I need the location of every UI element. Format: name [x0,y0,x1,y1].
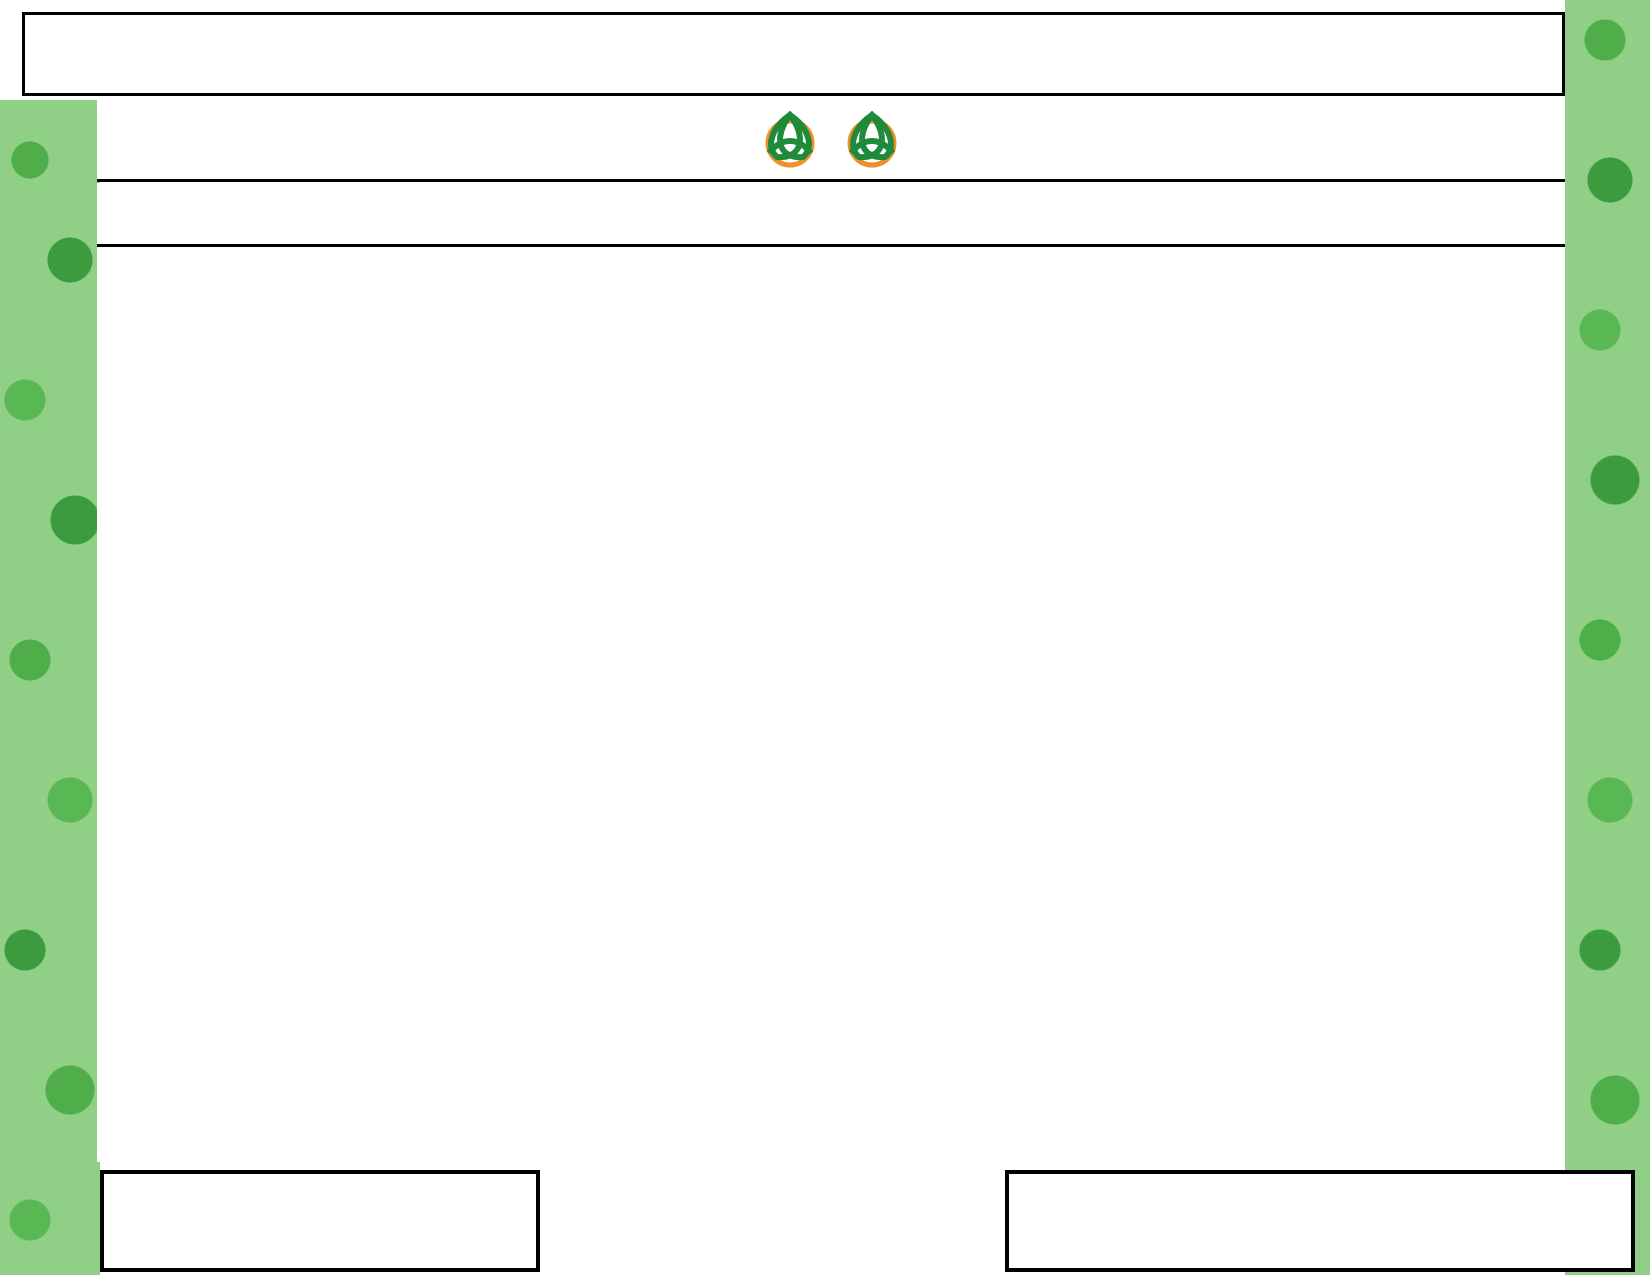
celtic-knot-icon [839,107,905,173]
month-row [97,100,1565,182]
special-events-legend [557,1170,977,1260]
celtic-knot-icon [757,107,823,173]
shamrock-background-right [1565,0,1650,1275]
calendar-grid [97,247,1565,1162]
arena-header [22,12,1565,96]
weekday-header [97,183,1565,247]
color-key-legend [1005,1170,1635,1272]
shamrock-background-left [0,100,100,1275]
pricing-legend [100,1170,540,1272]
